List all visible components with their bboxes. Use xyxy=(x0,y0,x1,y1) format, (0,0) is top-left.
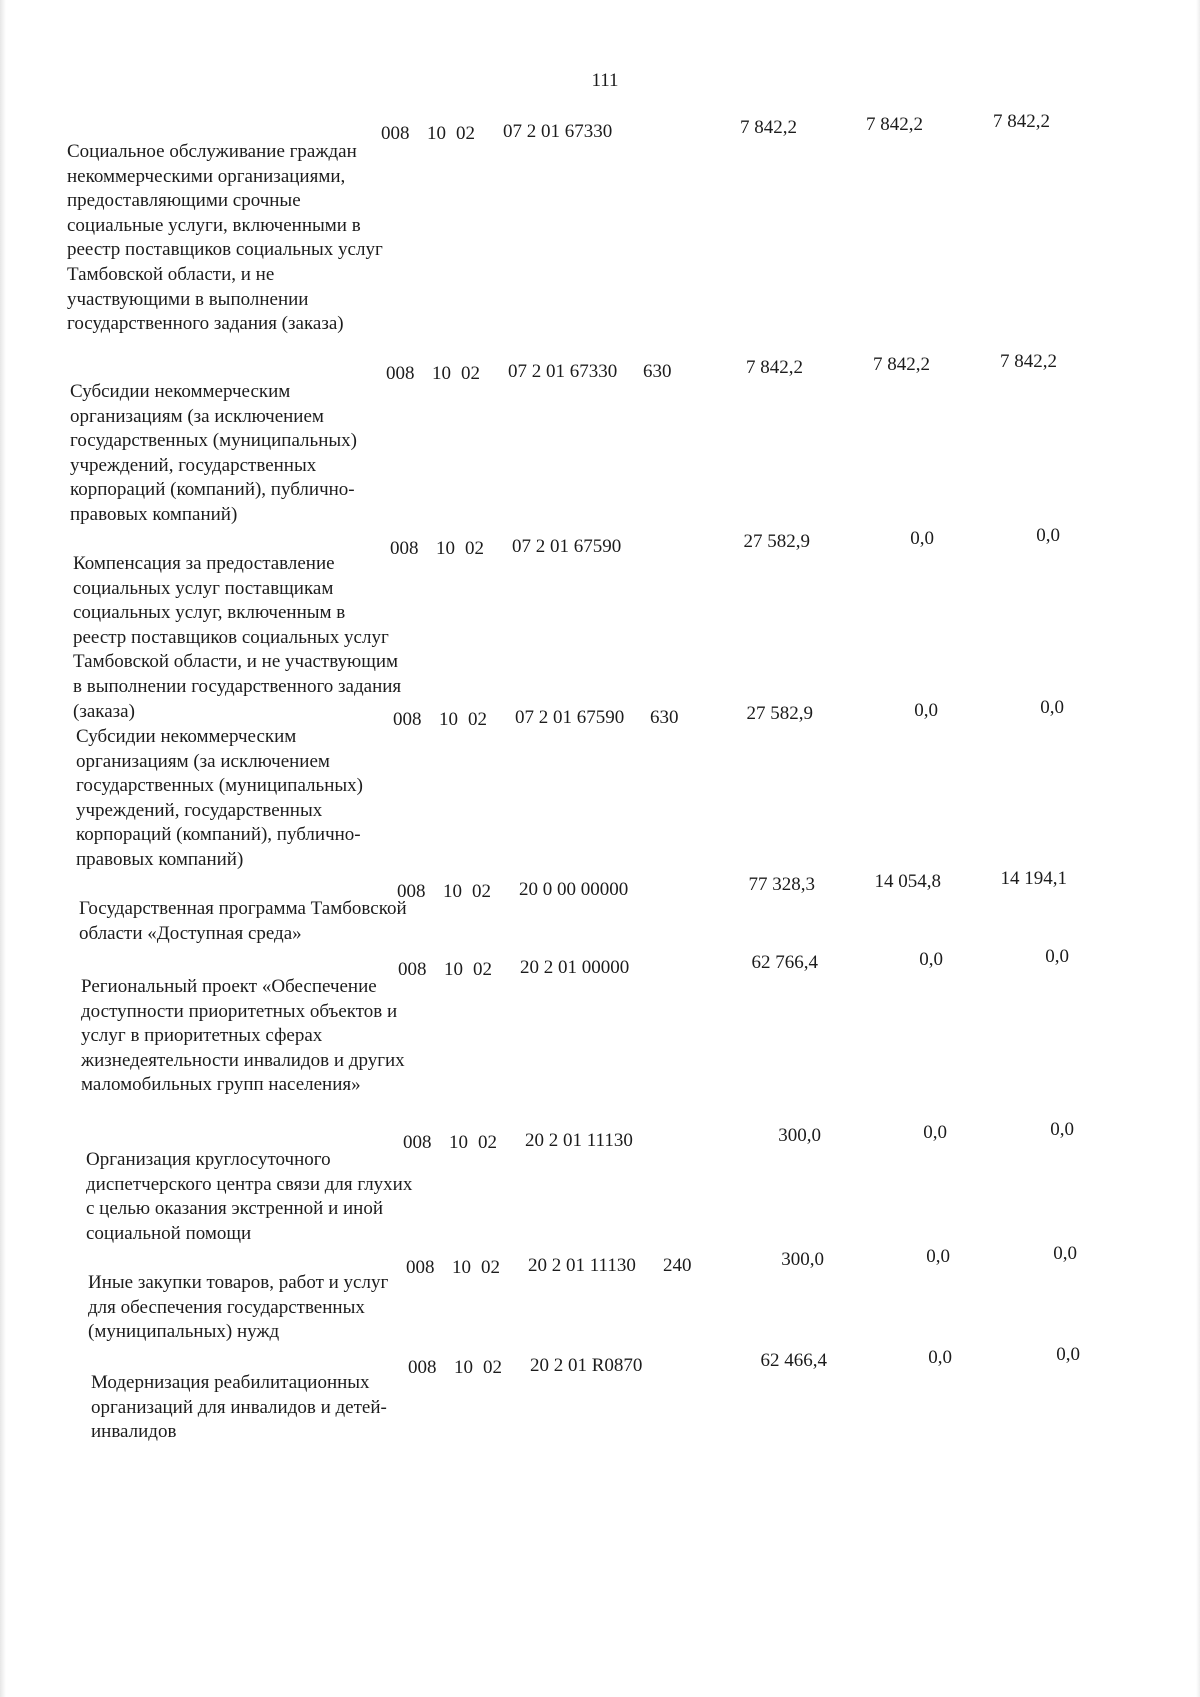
ministry-code: 008 xyxy=(386,363,415,384)
ministry-code: 008 xyxy=(390,538,419,559)
expense-type-code: 630 xyxy=(650,707,679,728)
amount-year-3: 7 842,2 xyxy=(1000,351,1057,372)
section-code: 10 xyxy=(439,709,458,730)
amount-year-2: 0,0 xyxy=(928,1347,952,1368)
amount-year-1: 62 466,4 xyxy=(760,1350,827,1371)
scan-shadow-right xyxy=(1196,0,1200,1697)
section-code: 10 xyxy=(444,959,463,980)
target-article-code: 07 2 01 67590 xyxy=(515,707,625,728)
subsection-code: 02 xyxy=(456,123,475,144)
amount-year-3: 0,0 xyxy=(1056,1344,1080,1365)
subsection-code: 02 xyxy=(461,363,480,384)
amount-year-1: 7 842,2 xyxy=(746,357,803,378)
row-name: Субсидии некоммерческим организациям (за исключением государственных (муниципальных) учреждений, государственных корпораций (компаний), публично-правовых компаний) xyxy=(70,381,357,525)
section-code: 10 xyxy=(452,1257,471,1278)
section-code: 10 xyxy=(436,538,455,559)
section-code: 10 xyxy=(454,1357,473,1378)
amount-year-2: 0,0 xyxy=(914,700,938,721)
scan-shadow-left xyxy=(0,0,6,1697)
amount-year-1: 27 582,9 xyxy=(746,703,813,724)
amount-year-1: 300,0 xyxy=(781,1249,824,1270)
amount-year-1: 300,0 xyxy=(778,1125,821,1146)
ministry-code: 008 xyxy=(406,1257,435,1278)
target-article-code: 20 0 00 00000 xyxy=(519,879,629,900)
row-name: Государственная программа Тамбовской области «Доступная среда» xyxy=(79,898,407,944)
amount-year-2: 0,0 xyxy=(910,528,934,549)
expense-type-code: 630 xyxy=(643,361,672,382)
amount-year-3: 7 842,2 xyxy=(993,111,1050,132)
amount-year-3: 0,0 xyxy=(1045,946,1069,967)
target-article-code: 20 2 01 00000 xyxy=(520,957,630,978)
amount-year-2: 7 842,2 xyxy=(873,354,930,375)
subsection-code: 02 xyxy=(481,1257,500,1278)
row-name: Иные закупки товаров, работ и услуг для обеспечения государственных (муниципальных) нужд xyxy=(88,1272,389,1343)
amount-year-2: 7 842,2 xyxy=(866,114,923,135)
subsection-code: 02 xyxy=(465,538,484,559)
target-article-code: 07 2 01 67330 xyxy=(508,361,618,382)
ministry-code: 008 xyxy=(381,123,410,144)
amount-year-3: 14 194,1 xyxy=(1000,868,1067,889)
target-article-code: 20 2 01 11130 xyxy=(528,1255,636,1276)
amount-year-1: 77 328,3 xyxy=(748,874,815,895)
row-name: Модернизация реабилитационных организаций для инвалидов и детей-инвалидов xyxy=(91,1372,387,1443)
section-code: 10 xyxy=(449,1132,468,1153)
row-name: Организация круглосуточного диспетчерского центра связи для глухих с целью оказания экстренной и иной социальной помощи xyxy=(86,1149,413,1244)
row-name: Региональный проект «Обеспечение доступности приоритетных объектов и услуг в приоритетных сферах жизнедеятельности инвалидов и других маломобильных групп населения» xyxy=(81,976,405,1096)
ministry-code: 008 xyxy=(403,1132,432,1153)
ministry-code: 008 xyxy=(393,709,422,730)
amount-year-1: 7 842,2 xyxy=(740,117,797,138)
row-name: Компенсация за предоставление социальных услуг поставщикам социальных услуг, включенным в реестр поставщиков социальных услуг Тамбовской области, и не участвующим в выполнении государственного задания (заказа) xyxy=(73,553,402,722)
subsection-code: 02 xyxy=(472,881,491,902)
amount-year-1: 27 582,9 xyxy=(743,531,810,552)
amount-year-1: 62 766,4 xyxy=(751,952,818,973)
amount-year-3: 0,0 xyxy=(1036,525,1060,546)
subsection-code: 02 xyxy=(473,959,492,980)
target-article-code: 07 2 01 67590 xyxy=(512,536,622,557)
amount-year-2: 0,0 xyxy=(919,949,943,970)
subsection-code: 02 xyxy=(478,1132,497,1153)
section-code: 10 xyxy=(432,363,451,384)
target-article-code: 20 2 01 R0870 xyxy=(530,1355,643,1376)
ministry-code: 008 xyxy=(398,959,427,980)
expense-type-code: 240 xyxy=(663,1255,692,1276)
row-name: Субсидии некоммерческим организациям (за исключением государственных (муниципальных) учреждений, государственных корпораций (компаний), публично-правовых компаний) xyxy=(76,726,363,870)
amount-year-2: 0,0 xyxy=(926,1246,950,1267)
amount-year-3: 0,0 xyxy=(1050,1119,1074,1140)
row-name: Социальное обслуживание граждан некоммерческими организациями, предоставляющими срочные социальные услуги, включенными в реестр поставщиков социальных услуг Тамбовской области, и не участвующими в выполнении государственного задания (заказа) xyxy=(67,141,383,335)
page-number: 111 xyxy=(591,70,619,91)
section-code: 10 xyxy=(427,123,446,144)
target-article-code: 07 2 01 67330 xyxy=(503,121,613,142)
amount-year-2: 0,0 xyxy=(923,1122,947,1143)
amount-year-3: 0,0 xyxy=(1053,1243,1077,1264)
target-article-code: 20 2 01 11130 xyxy=(525,1130,633,1151)
amount-year-2: 14 054,8 xyxy=(874,871,941,892)
subsection-code: 02 xyxy=(483,1357,502,1378)
amount-year-3: 0,0 xyxy=(1040,697,1064,718)
ministry-code: 008 xyxy=(408,1357,437,1378)
section-code: 10 xyxy=(443,881,462,902)
subsection-code: 02 xyxy=(468,709,487,730)
ministry-code: 008 xyxy=(397,881,426,902)
